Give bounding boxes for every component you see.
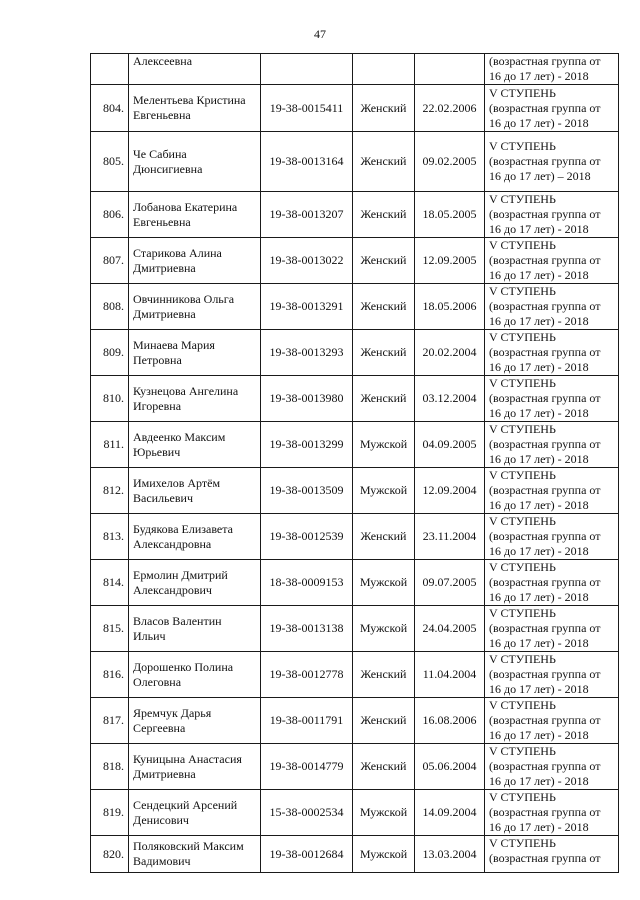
cell-date: 18.05.2006 — [415, 284, 485, 330]
cell-date: 22.02.2006 — [415, 85, 485, 132]
category-line: V СТУПЕНЬ — [489, 192, 556, 206]
category-line: (возрастная группа от — [489, 154, 601, 168]
category-line: 16 до 17 лет) - 2018 — [489, 636, 589, 650]
cell-gender: Женский — [353, 238, 415, 284]
category-line: (возрастная группа от — [489, 391, 601, 405]
cell-number: 811. — [91, 422, 129, 468]
cell-name — [129, 132, 261, 192]
cell-id: 19-38-0012684 — [261, 836, 353, 873]
name-line: Будякова Елизавета — [133, 521, 233, 536]
cell-id: 19-38-0013299 — [261, 422, 353, 468]
registry-table — [90, 53, 619, 873]
name-line: Евгеньевна — [133, 108, 191, 122]
table-row — [91, 422, 619, 468]
category-line: V СТУПЕНЬ — [489, 330, 556, 344]
name-line: Вадимович — [133, 854, 191, 868]
cell-number: 815. — [91, 606, 129, 652]
cell-number: 805. — [91, 132, 129, 192]
table-row — [91, 376, 619, 422]
cell-date: 05.06.2004 — [415, 744, 485, 790]
category-line: V СТУПЕНЬ — [489, 284, 556, 298]
name-line: Юрьевич — [133, 444, 181, 459]
name-line: Алексеевна — [133, 54, 193, 68]
category-line: 16 до 17 лет) - 2018 — [489, 544, 589, 558]
category-line: (возрастная группа от — [489, 713, 601, 727]
category-line: 16 до 17 лет) - 2018 — [489, 69, 589, 83]
cell-number: 814. — [91, 560, 129, 606]
table-row — [91, 836, 619, 873]
cell-date: 12.09.2005 — [415, 238, 485, 284]
name-line: Сергеевна — [133, 720, 186, 735]
name-line: Старикова Алина — [133, 245, 222, 260]
name-line: Дюнсигиевна — [133, 161, 203, 176]
category-line: V СТУПЕНЬ — [489, 422, 556, 436]
category-line: (возрастная группа от — [489, 483, 601, 497]
cell-id: 19-38-0013207 — [261, 192, 353, 238]
cell-category — [485, 836, 619, 873]
cell-category — [485, 376, 619, 422]
cell-name — [129, 652, 261, 698]
table-row — [91, 132, 619, 192]
name-line: Васильевич — [133, 490, 193, 505]
category-line: (возрастная группа от — [489, 207, 601, 221]
cell-category — [485, 698, 619, 744]
cell-date: 14.09.2004 — [415, 790, 485, 836]
cell-name — [129, 606, 261, 652]
cell-category — [485, 422, 619, 468]
name-line: Минаева Мария — [133, 337, 215, 352]
cell-number: 813. — [91, 514, 129, 560]
registry-table-body — [91, 54, 619, 873]
cell-gender: Женский — [353, 376, 415, 422]
cell-category — [485, 330, 619, 376]
cell-gender: Женский — [353, 330, 415, 376]
cell-category — [485, 54, 619, 85]
category-line: (возрастная группа от — [489, 299, 601, 313]
table-row — [91, 284, 619, 330]
cell-number: 819. — [91, 790, 129, 836]
cell-gender: Мужской — [353, 422, 415, 468]
category-line: (возрастная группа от — [489, 575, 601, 589]
cell-name — [129, 85, 261, 132]
cell-id: 19-38-0013138 — [261, 606, 353, 652]
cell-name — [129, 468, 261, 514]
cell-gender — [353, 54, 415, 85]
category-line: (возрастная группа от — [489, 759, 601, 773]
category-line: V СТУПЕНЬ — [489, 790, 556, 804]
cell-category — [485, 192, 619, 238]
category-line: 16 до 17 лет) - 2018 — [489, 406, 589, 420]
cell-category — [485, 284, 619, 330]
cell-gender: Мужской — [353, 790, 415, 836]
table-row — [91, 192, 619, 238]
cell-name — [129, 54, 261, 85]
cell-gender: Женский — [353, 284, 415, 330]
cell-name — [129, 376, 261, 422]
cell-category — [485, 790, 619, 836]
category-line: 16 до 17 лет) - 2018 — [489, 222, 589, 236]
cell-date: 20.02.2004 — [415, 330, 485, 376]
cell-date: 12.09.2004 — [415, 468, 485, 514]
cell-id: 19-38-0013509 — [261, 468, 353, 514]
category-line: V СТУПЕНЬ — [489, 376, 556, 390]
cell-name — [129, 422, 261, 468]
cell-name — [129, 836, 261, 873]
category-line: 16 до 17 лет) - 2018 — [489, 728, 589, 742]
category-line: (возрастная группа от — [489, 54, 601, 68]
name-line: Куницына Анастасия — [133, 751, 242, 766]
cell-date: 09.07.2005 — [415, 560, 485, 606]
page-number: 47 — [314, 27, 326, 41]
category-line: V СТУПЕНЬ — [489, 560, 556, 574]
name-line: Авдеенко Максим — [133, 429, 226, 444]
category-line: V СТУПЕНЬ — [489, 744, 556, 758]
category-line: V СТУПЕНЬ — [489, 139, 556, 153]
name-line: Дорошенко Полина — [133, 659, 234, 674]
cell-number: 820. — [91, 836, 129, 873]
cell-name — [129, 744, 261, 790]
cell-number: 817. — [91, 698, 129, 744]
table-row — [91, 790, 619, 836]
category-line: (возрастная группа от — [489, 805, 601, 819]
cell-number: 807. — [91, 238, 129, 284]
cell-id: 19-38-0013022 — [261, 238, 353, 284]
category-line: 16 до 17 лет) - 2018 — [489, 360, 589, 374]
category-line: (возрастная группа от — [489, 621, 601, 635]
cell-gender: Женский — [353, 192, 415, 238]
cell-id: 19-38-0012539 — [261, 514, 353, 560]
table-row — [91, 330, 619, 376]
category-line: 16 до 17 лет) - 2018 — [489, 115, 589, 130]
cell-category — [485, 606, 619, 652]
cell-category — [485, 238, 619, 284]
cell-gender: Мужской — [353, 836, 415, 873]
table-row — [91, 514, 619, 560]
category-line: 16 до 17 лет) - 2018 — [489, 268, 589, 282]
name-line: Овчинникова Ольга — [133, 291, 235, 306]
name-line: Сендецкий Арсений — [133, 797, 238, 812]
table-row-continued — [91, 54, 619, 85]
cell-number: 818. — [91, 744, 129, 790]
cell-date: 24.04.2005 — [415, 606, 485, 652]
cell-date: 16.08.2006 — [415, 698, 485, 744]
cell-gender: Женский — [353, 514, 415, 560]
cell-category — [485, 468, 619, 514]
cell-id: 19-38-0013293 — [261, 330, 353, 376]
name-line: Власов Валентин — [133, 613, 222, 628]
cell-gender: Женский — [353, 744, 415, 790]
cell-date: 04.09.2005 — [415, 422, 485, 468]
cell-number: 816. — [91, 652, 129, 698]
cell-date: 09.02.2005 — [415, 132, 485, 192]
cell-category — [485, 744, 619, 790]
name-line: Мелентьева Кристина — [133, 93, 246, 107]
cell-number: 812. — [91, 468, 129, 514]
cell-name — [129, 514, 261, 560]
name-line: Дмитриевна — [133, 306, 196, 321]
category-line: 16 до 17 лет) - 2018 — [489, 820, 589, 834]
name-line: Лобанова Екатерина — [133, 199, 238, 214]
category-line: (возрастная группа от — [489, 851, 601, 865]
category-line: 16 до 17 лет) - 2018 — [489, 774, 589, 788]
cell-name — [129, 330, 261, 376]
cell-name — [129, 192, 261, 238]
cell-gender: Женский — [353, 652, 415, 698]
name-line: Поляковский Максим — [133, 839, 244, 853]
cell-id: 19-38-0012778 — [261, 652, 353, 698]
cell-category — [485, 132, 619, 192]
cell-number: 810. — [91, 376, 129, 422]
cell-id: 15-38-0002534 — [261, 790, 353, 836]
cell-date — [415, 54, 485, 85]
table-row — [91, 85, 619, 132]
cell-date: 03.12.2004 — [415, 376, 485, 422]
name-line: Игоревна — [133, 398, 182, 413]
category-line: V СТУПЕНЬ — [489, 238, 556, 252]
cell-gender: Мужской — [353, 606, 415, 652]
cell-id: 19-38-0011791 — [261, 698, 353, 744]
name-line: Ильич — [133, 628, 166, 643]
category-line: 16 до 17 лет) - 2018 — [489, 590, 589, 604]
category-line: V СТУПЕНЬ — [489, 85, 556, 100]
name-line: Дмитриевна — [133, 766, 196, 781]
cell-name — [129, 790, 261, 836]
category-line: 16 до 17 лет) - 2018 — [489, 314, 589, 328]
name-line: Петровна — [133, 352, 182, 367]
category-line: V СТУПЕНЬ — [489, 698, 556, 712]
cell-number — [91, 54, 129, 85]
category-line: 16 до 17 лет) – 2018 — [489, 169, 591, 183]
name-line: Дмитриевна — [133, 260, 196, 275]
table-row — [91, 468, 619, 514]
cell-id: 18-38-0009153 — [261, 560, 353, 606]
category-line: 16 до 17 лет) - 2018 — [489, 452, 589, 466]
category-line: V СТУПЕНЬ — [489, 606, 556, 620]
cell-gender: Мужской — [353, 468, 415, 514]
name-line: Че Сабина — [133, 146, 187, 161]
category-line: V СТУПЕНЬ — [489, 514, 556, 528]
table-row — [91, 652, 619, 698]
cell-number: 806. — [91, 192, 129, 238]
category-line: 16 до 17 лет) - 2018 — [489, 498, 589, 512]
table-row — [91, 698, 619, 744]
category-line: V СТУПЕНЬ — [489, 836, 556, 850]
cell-id — [261, 54, 353, 85]
cell-id: 19-38-0015411 — [261, 85, 353, 132]
category-line: (возрастная группа от — [489, 437, 601, 451]
category-line: 16 до 17 лет) - 2018 — [489, 682, 589, 696]
category-line: (возрастная группа от — [489, 529, 601, 543]
cell-id: 19-38-0013164 — [261, 132, 353, 192]
cell-id: 19-38-0014779 — [261, 744, 353, 790]
cell-id: 19-38-0013291 — [261, 284, 353, 330]
cell-name — [129, 560, 261, 606]
cell-gender: Женский — [353, 698, 415, 744]
cell-name — [129, 238, 261, 284]
category-line: (возрастная группа от — [489, 345, 601, 359]
cell-id: 19-38-0013980 — [261, 376, 353, 422]
name-line: Яремчук Дарья — [133, 705, 212, 720]
cell-number: 808. — [91, 284, 129, 330]
cell-number: 809. — [91, 330, 129, 376]
cell-category — [485, 85, 619, 132]
cell-date: 13.03.2004 — [415, 836, 485, 873]
category-line: (возрастная группа от — [489, 667, 601, 681]
category-line: (возрастная группа от — [489, 253, 601, 267]
name-line: Имихелов Артём — [133, 475, 221, 490]
cell-name — [129, 284, 261, 330]
cell-name — [129, 698, 261, 744]
category-line: V СТУПЕНЬ — [489, 652, 556, 666]
cell-gender: Женский — [353, 85, 415, 132]
cell-number: 804. — [91, 85, 129, 132]
table-row — [91, 560, 619, 606]
cell-category — [485, 514, 619, 560]
name-line: Олеговна — [133, 674, 182, 689]
cell-date: 18.05.2005 — [415, 192, 485, 238]
cell-category — [485, 560, 619, 606]
cell-date: 11.04.2004 — [415, 652, 485, 698]
table-row — [91, 744, 619, 790]
name-line: Евгеньевна — [133, 214, 191, 229]
cell-category — [485, 652, 619, 698]
name-line: Кузнецова Ангелина — [133, 383, 239, 398]
table-row — [91, 606, 619, 652]
name-line: Александровна — [133, 536, 212, 551]
name-line: Александрович — [133, 582, 212, 597]
category-line: V СТУПЕНЬ — [489, 468, 556, 482]
name-line: Денисович — [133, 812, 189, 827]
table-row — [91, 238, 619, 284]
name-line: Ермолин Дмитрий — [133, 567, 228, 582]
category-line: (возрастная группа от — [489, 100, 601, 115]
cell-gender: Мужской — [353, 560, 415, 606]
cell-date: 23.11.2004 — [415, 514, 485, 560]
cell-gender: Женский — [353, 132, 415, 192]
